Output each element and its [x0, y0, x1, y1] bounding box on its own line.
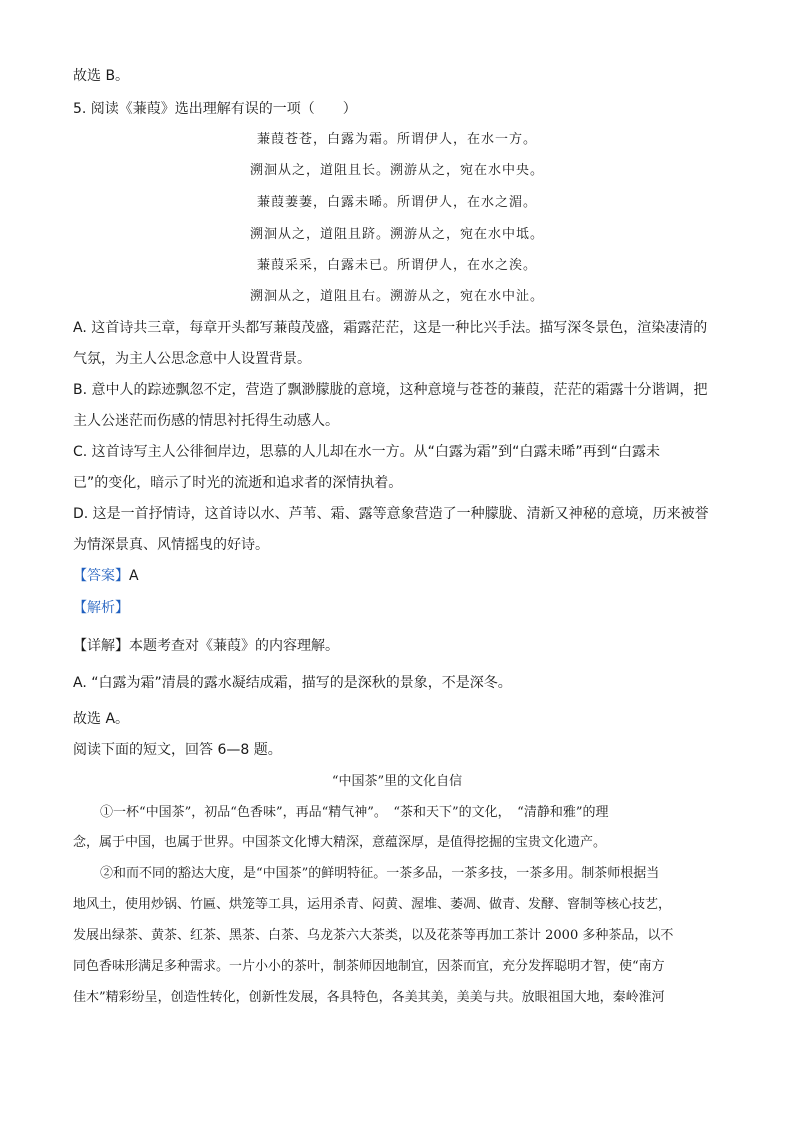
- essay-line: 同色香味形满足多种需求。一片小小的茶叶，制茶师因地制宜，因茶而宜，充分发挥聪明才智，使“南方: [73, 959, 665, 974]
- q5-stem: 5. 阅读《蒹葭》选出理解有误的一项（ ）: [73, 101, 357, 117]
- poem-line: 蒹葭苍苍，白露为霜。所谓伊人，在水一方。: [256, 132, 537, 147]
- detail-tag: 【详解】: [73, 638, 129, 654]
- essay-line: ①一杯“中国茶”，初品“色香味”，再品“精气神”。 “茶和天下”的文化， “清静和雅”的理: [100, 805, 609, 820]
- option-d-line2: 为情深景真、风情摇曳的好诗。: [73, 537, 269, 553]
- option-a-line2: 气氛，为主人公思念意中人设置背景。: [73, 351, 311, 367]
- answer-tag: 【答案】: [73, 568, 129, 584]
- essay-line: 念，属于中国，也属于世界。中国茶文化博大精深，意蕴深厚，是值得挖掘的宝贵文化遗产。: [73, 835, 607, 850]
- poem-line: 蒹葭采采，白露未已。所谓伊人，在水之涘。: [256, 258, 537, 273]
- poem-line: 溯洄从之，道阻且长。溯游从之，宛在水中央。: [249, 163, 544, 178]
- option-b-line1: B. 意中人的踪迹飘忽不定，营造了飘渺朦胧的意境，这种意境与苍苍的蒹葭，茫茫的霜露十分谐调，把: [73, 382, 708, 398]
- poem-line: 溯洄从之，道阻且跻。溯游从之，宛在水中坻。: [249, 227, 544, 242]
- analysis-tag: 【解析】: [73, 600, 129, 616]
- essay-line: 发展出绿茶、黄茶、红茶、黑茶、白茶、乌龙茶六大茶类，以及花茶等再加工茶计 2000 多种茶品，以不: [73, 928, 674, 943]
- essay-line: 佳木”精彩纷呈，创造性转化，创新性发展，各具特色，各美其美，美美与共。放眼祖国大地，秦岭淮河: [73, 990, 665, 1005]
- poem-line: 溯洄从之，道阻且右。溯游从之，宛在水中沚。: [249, 289, 544, 304]
- detail-line: [73, 636, 339, 656]
- q5-conclusion: 故选 A。: [73, 711, 130, 727]
- option-d-line1: D. 这是一首抒情诗，这首诗以水、芦苇、霜、露等意象营造了一种朦胧、清新又神秘的意境，历来被誉: [73, 506, 709, 522]
- analysis-line: [73, 598, 129, 618]
- essay-line: ②和而不同的豁达大度，是“中国茶”的鲜明特征。一茶多品，一茶多技，一茶多用。制茶师根据当: [100, 866, 660, 881]
- poem-line: 蒹葭萋萋，白露未晞。所谓伊人，在水之湄。: [256, 195, 537, 210]
- option-a-line1: A. 这首诗共三章，每章开头都写蒹葭茂盛，霜露茫茫，这是一种比兴手法。描写深冬景色，渲染凄清的: [73, 320, 708, 336]
- option-b-line2: 主人公迷茫而伤感的情思衬托得生动感人。: [73, 413, 339, 429]
- detail-text: 本题考查对《蒹葭》的内容理解。: [129, 638, 339, 654]
- q4-conclusion: 故选 B。: [73, 68, 130, 84]
- explanation-a: A. “白露为霜”清晨的露水凝结成霜，描写的是深秋的景象，不是深冬。: [73, 675, 512, 691]
- option-c-line2: 已”的变化，暗示了时光的流逝和追求者的深情执着。: [73, 475, 403, 491]
- essay-title: “中国茶”里的文化自信: [331, 774, 463, 789]
- answer-line: [73, 566, 139, 586]
- answer-value: A: [129, 568, 139, 584]
- reading-intro: 阅读下面的短文，回答 6—8 题。: [73, 742, 282, 758]
- essay-line: 地风土，使用炒锅、竹匾、烘笼等工具，运用杀青、闷黄、渥堆、萎凋、做青、发酵、窨制等核心技艺，: [73, 897, 672, 912]
- option-c-line1: C. 这首诗写主人公徘徊岸边，思慕的人儿却在水一方。从“白露为霜”到“白露未晞”再到“白露未: [73, 444, 660, 460]
